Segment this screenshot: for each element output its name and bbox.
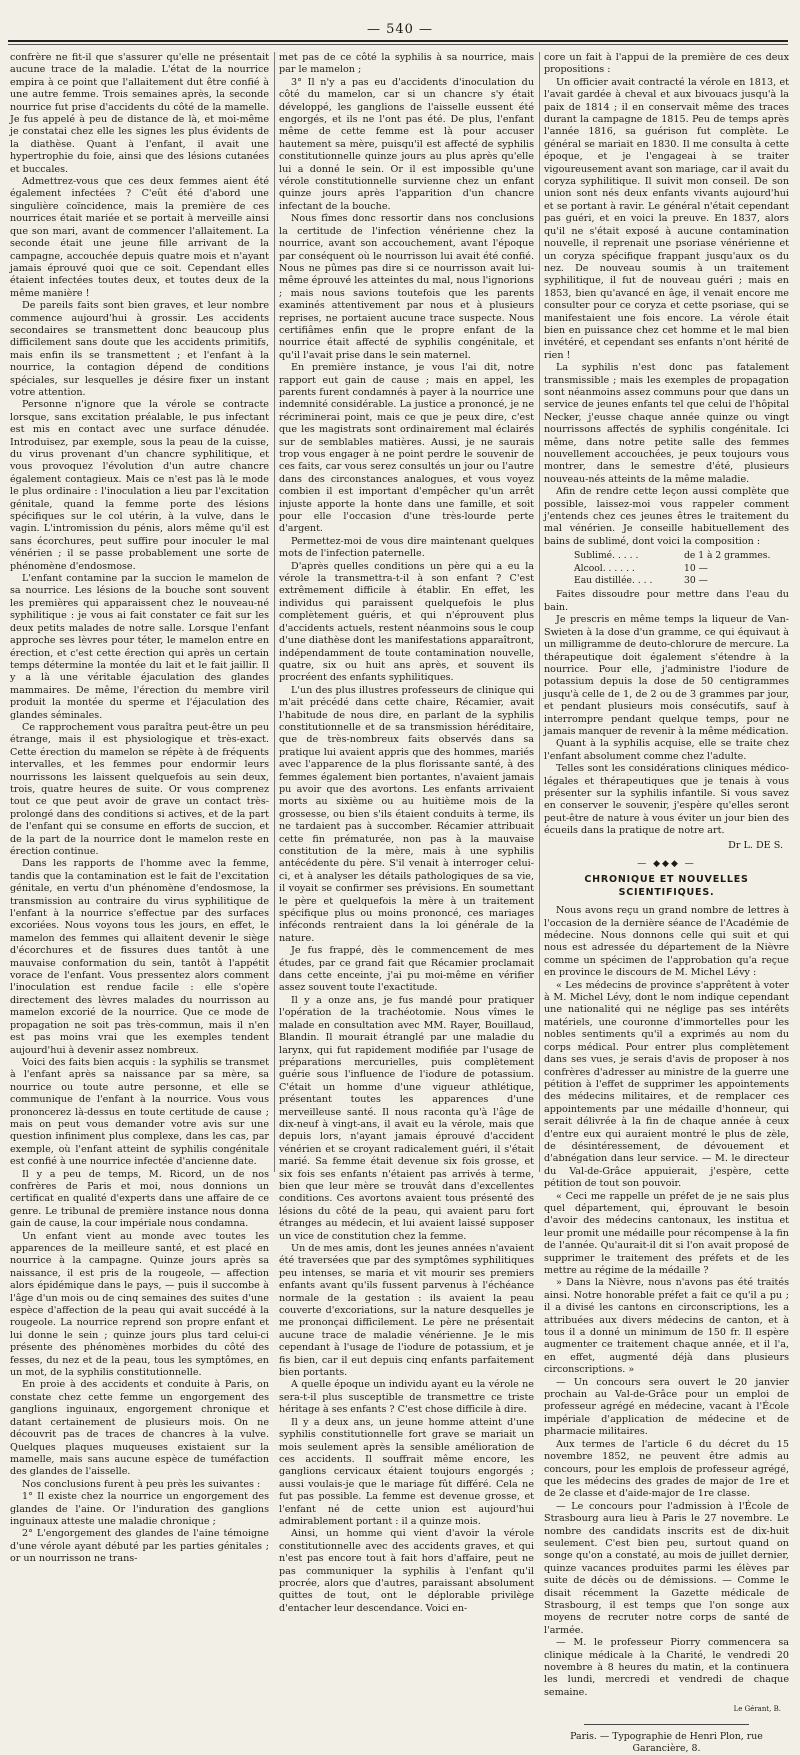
- paragraph: La syphilis n'est donc pas fatalement transmissible ; mais les exemples de propagation sont néanmoins assez communs pour que dans un service de jeunes enfants tel que celui de l'hôpital Necker, j'eusse chaque année quinze ou vingt nourrissons affectés de syphilis congénitale. Ici même, dans notre petite salle des femmes nouvellement accouchées, je peux toujours vous montrer, dans le semestre d'été, plusieurs nouveau-nés atteints de la même maladie.: [544, 362, 789, 485]
- paragraph: — Le concours pour l'admission à l'École de Strasbourg aura lieu à Paris le 27 novembre. Le nombre des candidats inscrits est de dix-huit seulement. C'est bien peu, surtout quand on songe qu'on a constaté, au mois de juillet dernier, quinze vacances produites parmi les élèves par suite de décès ou de démissions. — Comme le disait récemment la Gazette médicale de Strasbourg, il est temps que l'on songe aux moyens de recruter notre corps de santé de l'armée.: [544, 1500, 789, 1636]
- column-1: [10, 52, 269, 1565]
- formula-row: [574, 575, 789, 587]
- paragraph: Telles sont les considérations cliniques médico-légales et thérapeutiques que je tenais à vous présenter sur la syphilis infantile. Si vous savez en conserver le souvenir, j'espère qu'elles seront peut-être de nature à vous éviter un jour bien des écueils dans la pratique de notre art.: [544, 763, 789, 837]
- prescription-formula: [574, 550, 789, 587]
- column-2: [279, 52, 534, 1614]
- formula-quantity: 10 —: [684, 562, 708, 574]
- paragraph: Un de mes amis, dont les jeunes années n'avaient été traversées que par des symptômes syphilitiques peu intenses, se maria et vit mourir ses premiers enfants avant qu'ils fussent parvenus à l'échéance normale de la gestation : ils avaient la peau couverte d'excoriations, sur la nature desquelles je me prononçai difficilement. Le père ne présentait aucune trace de maladie vénérienne. Je le mis cependant à l'usage de l'iodure de potassium, et je fis bien, car il eut depuis cinq enfants parfaitement bien portants.: [279, 1243, 534, 1379]
- paragraph: Permettez-moi de vous dire maintenant quelques mots de l'infection paternelle.: [279, 535, 534, 560]
- paragraph: Quant à la syphilis acquise, elle se traite chez l'enfant absolument comme chez l'adulte.: [544, 738, 789, 762]
- paragraph: — Un concours sera ouvert le 20 janvier prochain au Val-de-Grâce pour un emploi de professeur agrégé en médecine, vacant à l'École impériale d'application de médecine et de pharmacie militaires.: [544, 1376, 789, 1438]
- page-number: — 540 —: [366, 22, 434, 37]
- paragraph: En proie à des accidents et conduite à Paris, on constate chez cette femme un engorgement des ganglions inguinaux, engorgement chronique et datant certainement de plusieurs mois. On ne découvrit pas de traces de chancres à la vulve. Quelques plaques muqueuses existaient sur la mamelle, mais sans aucune espèce de tuméfaction des glandes de l'aisselle.: [10, 1379, 269, 1478]
- formula-ingredient: Alcool. . . . . .: [574, 562, 635, 574]
- paragraph: Aux termes de l'article 6 du décret du 15 novembre 1852, ne peuvent être admis au concours, pour les emplois de professeur agrégé, que les médecins des grades de major de 1re et de 2e classe et d'aide-major de 1re classe.: [544, 1438, 789, 1500]
- formula-row: [574, 550, 789, 562]
- paragraph: D'après quelles conditions un père qui a eu la vérole la transmettra-t-il à son enfant ? C'est extrêmement difficile à établir. En effet, les individus qui paraissent quelquefois le plus complètement guéris, et qui n'éprouvent plus d'accidents actuels, restent néanmoins sous le coup d'une diathèse dont les manifestations apparaîtront, indépendamment de toute contamination nouvelle, quatre, six ou huit ans après, et souvent ils procréent des enfants syphilitiques.: [279, 560, 534, 684]
- column-3: [544, 52, 789, 1755]
- paragraph: Un officier avait contracté la vérole en 1813, et l'avait gardée à cheval et aux bivouacs jusqu'à la paix de 1814 ; il en conservait même des traces durant la campagne de 1815. Peu de temps après l'année 1816, sa guérison fut complète. Le général se mariait en 1830. Il me consulta à cette époque, et je l'engageai à se traiter vigoureusement avant son mariage, car il avait du coryza syphilitique. Il suivit mon conseil. De son union sont nés deux enfants vivants aujourd'hui et se portant à ravir. Le général n'était cependant pas guéri, et en voici la preuve. En 1837, alors qu'il ne s'était exposé à aucune contamination nouvelle, il reprenait une psoriase vénérienne et un coryza spécifique frappant jusqu'aux os du nez. De nouveau soumis à un traitement syphilitique, il fut de nouveau guéri ; mais en 1853, bien qu'avancé en âge, il venait encore me consulter pour ce coryza et cette psoriase, qui se manifestaient une fois encore. La vérole était bien en puissance chez cet homme et le mal bien invétéré, et cependant ses enfants n'ont hérité de rien !: [544, 76, 789, 361]
- paragraph: Dans les rapports de l'homme avec la femme, tandis que la contamination est le fait de l'excitation génitale, en vertu d'un phénomène d'endosmose, la transmission au contraire du virus syphilitique de l'enfant à la nourrice s'effectue par des surfaces excoriées. Nous voyons tous les jours, en effet, le mamelon des femmes qui allaitent devenir le siège d'écorchures et de fissures dues tantôt à une mauvaise conformation du sein, tantôt à l'appétit vorace de l'enfant. Vous pressentez alors comment l'inoculation est rendue facile : elle s'opère directement des lèvres malades du nourrisson au mamelon excorié de la nourrice. Que ce mode de propagation ne soit pas très-commun, mais il n'en est pas moins vrai que les exemples tendent aujourd'hui à devenir assez nombreux.: [10, 858, 269, 1056]
- footer-rule: [584, 1724, 749, 1725]
- paragraph: En première instance, je vous l'ai dit, notre rapport eut gain de cause ; mais en appel, les parents furent condamnés à payer à la nourrice une indemnité considérable. La justice a prononcé, je ne récriminerai point, mais ce que je peux dire, c'est que les magistrats sont ordinairement mal éclairés sur de semblables matières. Aussi, je ne saurais trop vous engager à ne point perdre le souvenir de ces faits, car vous serez consultés un jour ou l'autre dans des circonstances analogues, et vous voyez combien il est important d'empêcher qu'un arrêt injuste apporte la honte dans une famille, et soit pour elle l'occasion d'une très-lourde perte d'argent.: [279, 362, 534, 535]
- paragraph: De pareils faits sont bien graves, et leur nombre commence aujourd'hui à grossir. Les accidents secondaires se transmettent donc beaucoup plus difficilement sans doute que les accidents primitifs, mais enfin ils se transmettent ; et l'enfant à la nourrice, la contagion dépend de conditions spéciales, sur lesquelles je désire fixer un instant votre attention.: [10, 300, 269, 398]
- paragraph: 3° Il n'y a pas eu d'accidents d'inoculation du côté du mamelon, car si un chancre s'y était développé, les ganglions de l'aisselle eussent été engorgés, et ils ne l'ont pas été. De plus, l'enfant même de cette femme est là pour accuser hautement sa mère, puisqu'il est affecté de syphilis constitutionnelle quinze jours au plus après qu'elle lui a donné le sein. Or il est impossible qu'une vérole constitutionnelle survienne chez un enfant quinze jours après l'apparition d'un chancre infectant de la bouche.: [279, 76, 534, 212]
- formula-row: [574, 563, 789, 575]
- paragraph: A quelle époque un individu ayant eu la vérole ne sera-t-il plus susceptible de transmettre ce triste héritage à ses enfants ? C'est chose difficile à dire.: [279, 1379, 534, 1416]
- paragraph: — M. le professeur Piorry commencera sa clinique médicale à la Charité, le vendredi 20 novembre à 8 heures du matin, et la continuera les lundi, mercredi et vendredi de chaque semaine.: [544, 1637, 789, 1698]
- paragraph: Il y a deux ans, un jeune homme atteint d'une syphilis constitutionnelle fort grave se mariait un mois seulement après la sensible amélioration de ces accidents. Il souffrait même encore, les ganglions cervicaux étaient toujours engorgés ; aussi voulais-je que le mariage fût différé. Cela ne fut pas possible. La femme est devenue grosse, et l'enfant né de cette union est aujourd'hui admirablement portant : il a quinze mois.: [279, 1416, 534, 1527]
- author-signature: Dr L. DE S.: [728, 839, 783, 851]
- header-rule-thin: [8, 44, 788, 45]
- formula-quantity: 30 —: [684, 575, 708, 587]
- paragraph: confrère ne fit-il que s'assurer qu'elle ne présentait aucune trace de la maladie. L'état de la nourrice empira à ce point que l'allaitement dut être confié à une autre femme. Trois semaines après, la seconde nourrice fut prise d'accidents du côté de la mamelle. Je fus appelé à peu de distance de là, et moi-même je constatai chez elle les signes les plus évidents de la diathèse. Quant à l'enfant, il avait une hypertrophie du foie, ainsi que des lésions cutanées et buccales.: [10, 52, 269, 175]
- paragraph: « Ceci me rappelle un préfet de je ne sais plus quel département, qui, éprouvant le besoin d'avoir des médecins cantonaux, les institua et leur promit une médaille pour récompense à la fin de l'année. Qu'aurait-il dit si l'on avait proposé de supprimer le traitement des préfets et de les mettre au régime de la médaille ?: [544, 1190, 789, 1276]
- column-divider: [539, 52, 540, 1172]
- paragraph: « Les médecins de province s'apprêtent à voter à M. Michel Lévy, dont le nom indique cependant une nationalité qui ne néglige pas ses intérêts matériels, une couronne d'immortelles pour les nobles sentiments qu'il a exprimés au nom du corps médical. Pour entrer plus complètement dans ses vues, je serais d'avis de proposer à nos confrères d'adresser au ministre de la guerre une pétition à l'effet de supprimer les appointements des médecins militaires, et de remplacer ces appointements par une médaille d'honneur, qui serait délivrée à la fin de chaque année à ceux d'entre eux qui auraient montré le plus de zèle, de désintéressement, de dévouement et d'abnégation dans leur service. — M. le directeur du Val-de-Grâce appuierait, j'espère, cette pétition de tout son pouvoir.: [544, 979, 789, 1190]
- formula-ingredient: Sublimé. . . . .: [574, 550, 639, 562]
- header-rule: [8, 40, 788, 42]
- formula-ingredient: Eau distillée. . . .: [574, 575, 653, 587]
- paragraph: core un fait à l'appui de la première de ces deux propositions :: [544, 52, 789, 76]
- gerant-line: Le Gérant, B.: [733, 1705, 781, 1714]
- paragraph: 2° L'engorgement des glandes de l'aine témoigne d'une vérole ayant débuté par les parties génitales ; or un nourrisson ne trans-: [10, 1528, 269, 1565]
- paragraph: » Dans la Nièvre, nous n'avons pas été traités ainsi. Notre honorable préfet a fait ce qu'il a pu ; il a divisé les cantons en circonscriptions, les a attribuées aux divers médecins de canton, et à tous il a donné un minimum de 150 fr. Il espère augmenter ce traitement chaque année, et il l'a, en effet, augmenté déjà dans plusieurs circonscriptions. »: [544, 1277, 789, 1376]
- paragraph: L'enfant contamine par la succion le mamelon de sa nourrice. Les lésions de la bouche sont souvent les premières qui apparaissent chez le nouveau-né syphilitique : je vous ai fait constater ce fait sur les deux petits malades de notre salle. Lorsque l'enfant approche ses lèvres pour téter, le mamelon entre en érection, et c'est cette érection qui après un certain temps détermine la montée du lait et le fait jaillir. Il y a là une véritable éjaculation des glandes mammaires. De même, l'érection du membre viril produit la montée du sperme et l'éjaculation des glandes séminales.: [10, 573, 269, 721]
- paragraph: Afin de rendre cette leçon aussi complète que possible, laissez-moi vous rappeler comment j'entends chez ces jeunes êtres le traitement du mal vénérien. Je conseille habituellement des bains de sublimé, dont voici la composition :: [544, 486, 789, 547]
- paragraph: Je prescris en même temps la liqueur de Van-Swieten à la dose d'un gramme, ce qui équivaut à un milligramme de deuto-chlorure de mercure. La thérapeutique doit également s'étendre à la nourrice. Pour elle, j'administre l'iodure de potassium depuis la dose de 50 centigrammes jusqu'à celle de 1, de 2 ou de 3 grammes par jour, et pendant plusieurs mois consécutifs, sauf à interrompre pendant quelque temps, pour ne jamais manquer de revenir à la même médication.: [544, 614, 789, 737]
- ornament-divider: — ◆◆◆ —: [637, 859, 696, 869]
- paragraph: Ainsi, un homme qui vient d'avoir la vérole constitutionnelle avec des accidents graves, et qui n'est pas encore tout à fait hors d'affaire, peut ne pas communiquer la syphilis à l'enfant qu'il procrée, alors que d'autres, paraissant absolument quittes de tout, ont le déplorable privilège d'entacher leur descendance. Voici en-: [279, 1528, 534, 1614]
- paragraph: Nos conclusions furent à peu près les suivantes :: [22, 1478, 261, 1490]
- paragraph: Voici des faits bien acquis : la syphilis se transmet à l'enfant après sa naissance par sa mère, sa nourrice ou toute autre personne, et elle se communique de l'enfant à la nourrice. Vous vous prononcerez là-dessus en toute certitude de cause ; mais on peut vous demander votre avis sur une question infiniment plus complexe, dans les cas, par exemple, où l'enfant atteint de syphilis congénitale est confié à une nourrice infectée d'ancienne date.: [10, 1056, 269, 1168]
- paragraph: Je fus frappé, dès le commencement de mes études, par ce grand fait que Récamier proclamait dans cette enceinte, j'ai pu moi-même en vérifier assez souvent toute l'exactitude.: [279, 945, 534, 994]
- paragraph: Ce rapprochement vous paraîtra peut-être un peu étrange, mais il est physiologique et très-exact. Cette érection du mamelon se répète à de fréquents intervalles, et les femmes pour endormir leurs nourrissons les laissent quelquefois au sein deux, trois, quatre heures de suite. Or vous comprenez tout ce que peut avoir de grave un contact très-prolongé dans des conditions si actives, et de la part de l'enfant qui se consume en efforts de succion, et de la part de la nourrice dont le mamelon reste en érection continue.: [10, 721, 269, 857]
- paragraph: L'un des plus illustres professeurs de clinique qui m'ait précédé dans cette chaire, Récamier, avait l'habitude de nous dire, en parlant de la syphilis constitutionnelle et de sa transmission héréditaire, que de très-nombreux faits observés dans sa pratique lui avaient appris que des hommes, mariés avec l'apparence de la plus florissante santé, à des femmes également bien portantes, n'avaient jamais pu avoir que des avortons. Les enfants arrivaient morts au sixième ou au huitième mois de la grossesse, ou bien s'ils étaient conduits à terme, ils ne tardaient pas à succomber. Récamier attribuait cette fin prématurée, non pas à la mauvaise constitution de la mère, mais à une syphilis antécédente du père. S'il venait à interroger celui-ci, et à analyser les détails pathologiques de sa vie, il voyait se confirmer ses prévisions. En soumettant le père et quelquefois la mère à un traitement spécifique plus ou moins prononcé, ces mariages inféconds rentraient dans la loi générale de la nature.: [279, 684, 534, 944]
- printer-imprint: Paris. — Typographie de Henri Plon, rue Garancière, 8.: [570, 1730, 763, 1755]
- paragraph: 1° Il existe chez la nourrice un engorgement des glandes de l'aine. Or l'induration des ganglions inguinaux atteste une maladie chronique ;: [10, 1491, 269, 1527]
- section-title: CHRONIQUE ET NOUVELLES SCIENTIFIQUES.: [584, 874, 749, 898]
- paragraph: Nous fîmes donc ressortir dans nos conclusions la certitude de l'infection vénérienne chez la nourrice, avant son accouchement, avant l'époque par conséquent où le nourrisson lui avait été confié. Nous ne pûmes pas dire si ce nourrisson avait lui-même éprouvé les atteintes du mal, nous l'ignorions ; mais nous savions toutefois que les parents examinés attentivement par nous et à plusieurs reprises, ne portaient aucune trace suspecte. Nous certifiâmes enfin que le propre enfant de la nourrice était affecté de syphilis congénitale, et qu'il l'avait prise dans le sein maternel.: [279, 213, 534, 361]
- paragraph: Un enfant vient au monde avec toutes les apparences de la meilleure santé, et est placé en nourrice à la campagne. Quinze jours après sa naissance, il est pris de la rougeole, — affection alors épidémique dans le pays, — puis il succombe à l'âge d'un mois ou de cinq semaines des suites d'une espèce d'affection de la peau qui avait succédé à la rougeole. La nourrice reprend son propre enfant et lui donne le sein ; quinze jours plus tard celui-ci présente des phénomènes morbides du côté des fesses, du nez et de la peau, tous les symptômes, en un mot, de la syphilis constitutionnelle.: [10, 1230, 269, 1379]
- paragraph: Il y a peu de temps, M. Ricord, un de nos confrères de Paris et moi, nous donnions un certificat en qualité d'experts dans une affaire de ce genre. Le tribunal de première instance nous donna gain de cause, la cour impériale nous condamna.: [10, 1168, 269, 1230]
- paragraph: Faites dissoudre pour mettre dans l'eau du bain.: [544, 589, 789, 613]
- paragraph: Admettrez-vous que ces deux femmes aient été également infectées ? C'eût été d'abord une singulière coïncidence, mais la première de ces nourrices était mariée et se portait à merveille ainsi que son mari, avant de commencer l'allaitement. La seconde était une jeune fille arrivant de la campagne, accouchée depuis quatre mois et n'ayant jamais éprouvé quoi que ce soit. Cependant elles étaient infectées toutes deux, et toutes deux de la même manière !: [10, 176, 269, 299]
- paragraph: Personne n'ignore que la vérole se contracte lorsque, sans excitation préalable, le pus infectant est mis en contact avec une surface dénudée. Introduisez, par exemple, sous la peau de la cuisse, du virus provenant d'un chancre syphilitique, et vous provoquez l'évolution d'un autre chancre également contagieux. Mais ce n'est pas là le mode le plus ordinaire : l'inoculation a lieu par l'excitation génitale, quand la femme porte des lésions spécifiques sur le col utérin, à la vulve, dans le vagin. L'intromission du pénis, alors même qu'il est sans écorchures, peut suffire pour inoculer le mal vénérien ; il se passe probablement une sorte de phénomène d'endosmose.: [10, 399, 269, 572]
- paragraph: Nous avons reçu un grand nombre de lettres à l'occasion de la dernière séance de l'Académie de médecine. Nous donnons celle qui suit et qui nous est adressée du département de la Nièvre comme un spécimen de l'approbation qu'a reçue en province le discours de M. Michel Lévy :: [544, 905, 789, 979]
- column-divider: [274, 52, 275, 1172]
- formula-quantity: de 1 à 2 grammes.: [684, 550, 771, 562]
- paragraph: Il y a onze ans, je fus mandé pour pratiquer l'opération de la trachéotomie. Nous vîmes le malade en consultation avec MM. Rayer, Bouillaud, Blandin. Il mourait étranglé par une maladie du larynx, qui fut rapidement modifiée par l'usage de préparations mercurielles, puis complètement guérie sous l'influence de l'iodure de potassium. C'était un homme d'une vigueur athlétique, présentant toutes les apparences d'une merveilleuse santé. Il nous raconta qu'à l'âge de dix-neuf à vingt-ans, il avait eu la vérole, mais que depuis lors, n'ayant jamais éprouvé d'accident vénérien et se croyant radicalement guéri, il s'était marié. Sa femme était devenue six fois grosse, et six fois ses enfants n'étaient pas arrivés à terme, bien que leur mère se trouvât dans d'excellentes conditions. Ces avortons avaient tous présenté des lésions du côté de la peau, qui avaient paru fort étranges au médecin, et lui avaient laissé supposer un vice de constitution chez la femme.: [279, 994, 534, 1242]
- paragraph: met pas de ce côté la syphilis à sa nourrice, mais par le mamelon ;: [279, 52, 534, 76]
